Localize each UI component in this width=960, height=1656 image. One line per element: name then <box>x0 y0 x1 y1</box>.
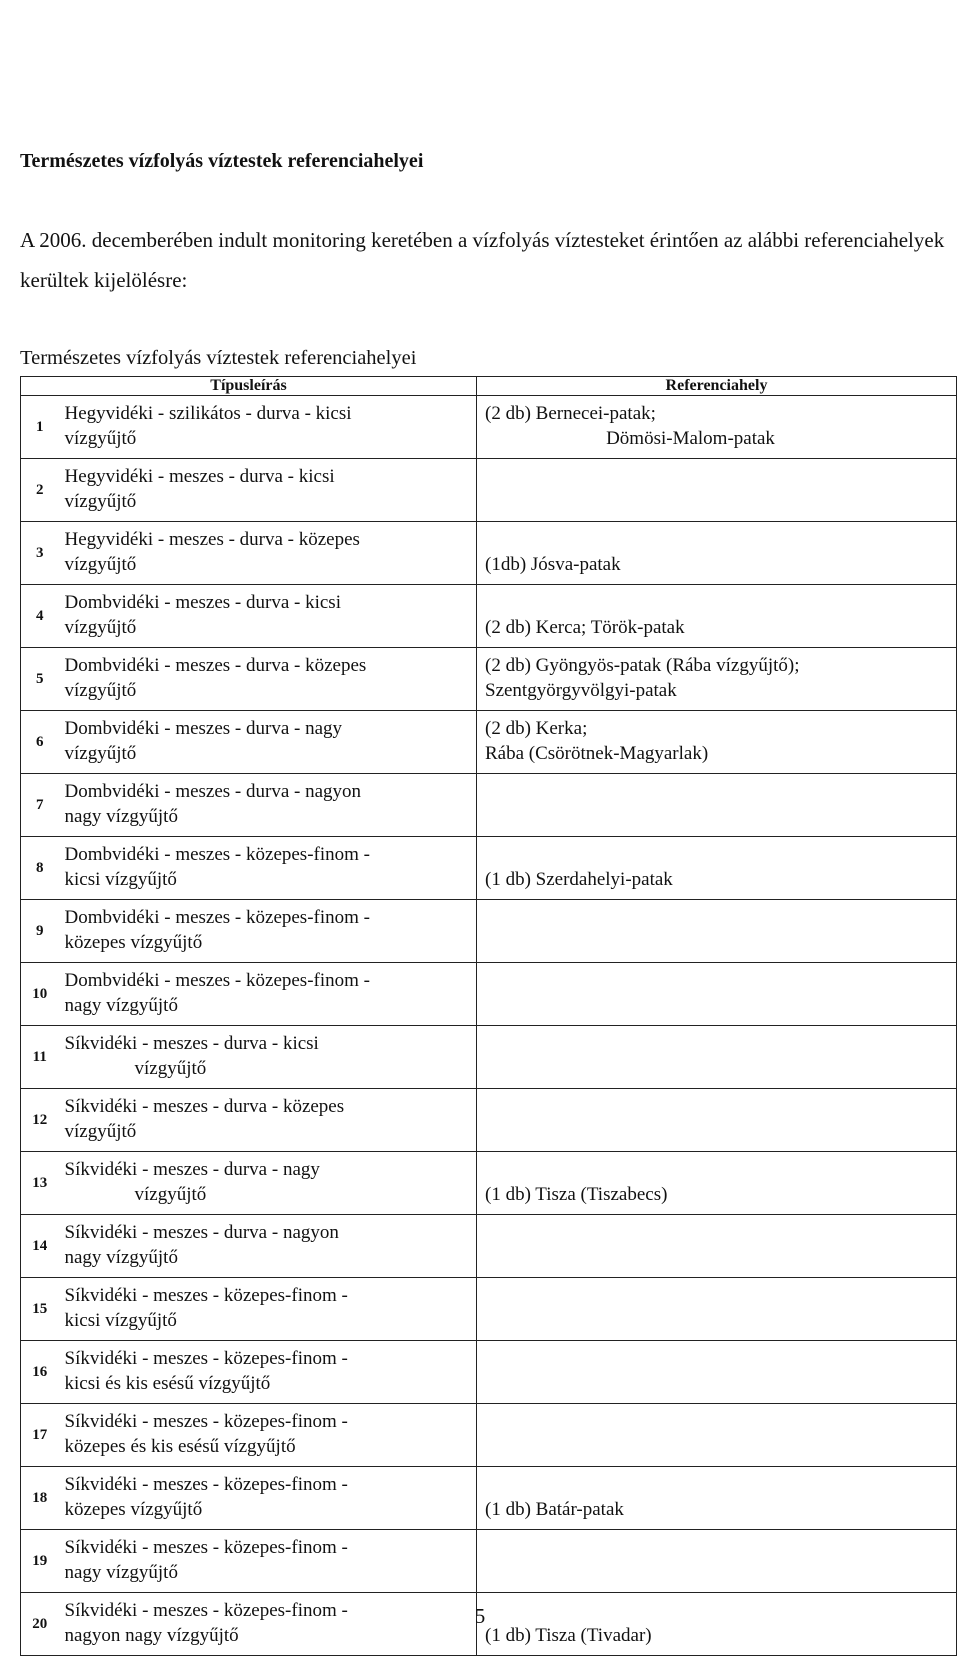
type-description-line-2: vízgyűjtő <box>64 617 137 638</box>
reference-site-line-1 <box>485 1220 956 1245</box>
type-description-line-1: Dombvidéki - meszes - közepes-finom - <box>64 970 370 991</box>
row-number: 5 <box>21 648 59 711</box>
row-number: 14 <box>21 1215 59 1278</box>
type-description-line-2: kicsi vízgyűjtő <box>64 869 177 890</box>
reference-site-line-2 <box>485 1434 956 1459</box>
row-number: 6 <box>21 711 59 774</box>
reference-site-line-2 <box>485 1056 956 1081</box>
reference-site-cell <box>477 963 957 1026</box>
type-description-line-1: Síkvidéki - meszes - közepes-finom - <box>64 1537 348 1558</box>
reference-site-line-2 <box>485 804 956 829</box>
type-description-line-1: Síkvidéki - meszes - közepes-finom - <box>64 1600 348 1621</box>
row-number: 12 <box>21 1089 59 1152</box>
type-description-line-1: Dombvidéki - meszes - durva - közepes <box>64 655 367 676</box>
type-description-cell <box>59 1530 477 1593</box>
type-description-line-1: Síkvidéki - meszes - durva - nagy <box>64 1159 320 1180</box>
type-description-cell <box>59 396 477 459</box>
reference-site-line-2 <box>485 489 956 514</box>
reference-site-cell <box>477 459 957 522</box>
row-number: 15 <box>21 1278 59 1341</box>
type-description-line-2: vízgyűjtő <box>64 1121 137 1142</box>
reference-site-cell <box>477 1026 957 1089</box>
reference-site-line-2 <box>485 930 956 955</box>
type-description-cell <box>59 963 477 1026</box>
type-description-line-1: Dombvidéki - meszes - közepes-finom - <box>64 907 370 928</box>
table-header-row <box>21 377 957 396</box>
reference-site-cell <box>477 711 957 774</box>
type-description-line-2: kicsi vízgyűjtő <box>64 1310 177 1331</box>
reference-site-line-2 <box>485 1560 956 1585</box>
type-description-line-1: Síkvidéki - meszes - közepes-finom - <box>64 1411 348 1432</box>
type-description-line-1: Hegyvidéki - meszes - durva - közepes <box>64 529 360 550</box>
reference-site-cell <box>477 837 957 900</box>
reference-site-line-1 <box>485 1283 956 1308</box>
type-description-line-2: vízgyűjtő <box>64 554 137 575</box>
reference-site-line-1 <box>485 1031 956 1056</box>
type-description-line-2: kicsi és kis esésű vízgyűjtő <box>64 1373 271 1394</box>
type-description-cell <box>59 1404 477 1467</box>
type-description-line-1: Síkvidéki - meszes - durva - közepes <box>64 1096 345 1117</box>
row-number: 3 <box>21 522 59 585</box>
type-description-line-1: Dombvidéki - meszes - durva - nagy <box>64 718 343 739</box>
row-number: 19 <box>21 1530 59 1593</box>
reference-site-cell <box>477 1152 957 1215</box>
reference-site-line-1 <box>485 1346 956 1371</box>
type-description-cell <box>59 585 477 648</box>
type-description-line-2: nagy vízgyűjtő <box>64 1247 178 1268</box>
reference-site-line-1: (2 db) Gyöngyös-patak (Rába vízgyűjtő); <box>485 655 800 676</box>
row-number: 13 <box>21 1152 59 1215</box>
reference-site-line-1 <box>485 1157 956 1182</box>
type-description-cell <box>59 1341 477 1404</box>
type-description-line-2: vízgyűjtő <box>64 743 137 764</box>
table-row <box>21 585 957 648</box>
intro-paragraph: A 2006. decemberében indult monitoring keretében a vízfolyás víztesteket érintően az alábbi referenciahelyek kerültek kijelölésre: <box>20 228 945 292</box>
table-row <box>21 1467 957 1530</box>
type-description-line-1: Síkvidéki - meszes - közepes-finom - <box>64 1348 348 1369</box>
type-description-line-1: Síkvidéki - meszes - durva - nagyon <box>64 1222 339 1243</box>
type-description-line-2: nagy vízgyűjtő <box>64 806 178 827</box>
row-number: 2 <box>21 459 59 522</box>
reference-site-line-2: (1 db) Batár-patak <box>485 1499 624 1520</box>
row-number: 11 <box>21 1026 59 1089</box>
page-number: 5 <box>474 1604 486 1628</box>
reference-site-cell <box>477 1404 957 1467</box>
type-description-cell <box>59 459 477 522</box>
type-description-line-2: közepes és kis esésű vízgyűjtő <box>64 1436 296 1457</box>
type-description-line-1: Hegyvidéki - szilikátos - durva - kicsi <box>64 403 352 424</box>
reference-site-cell <box>477 396 957 459</box>
reference-site-cell <box>477 1341 957 1404</box>
type-description-line-2: vízgyűjtő <box>134 1058 207 1079</box>
table-row <box>21 1404 957 1467</box>
reference-site-line-2: (1 db) Szerdahelyi-patak <box>485 869 673 890</box>
type-description-line-1: Dombvidéki - meszes - durva - nagyon <box>64 781 362 802</box>
type-description-line-2: vízgyűjtő <box>134 1184 207 1205</box>
reference-site-cell <box>477 585 957 648</box>
type-description-line-1: Dombvidéki - meszes - közepes-finom - <box>64 844 370 865</box>
reference-site-line-1: (2 db) Bernecei-patak; <box>485 403 656 424</box>
type-description-cell <box>59 648 477 711</box>
type-description-line-2: közepes vízgyűjtő <box>64 932 203 953</box>
table-row <box>21 900 957 963</box>
reference-site-line-1 <box>485 1535 956 1560</box>
type-description-line-1: Dombvidéki - meszes - durva - kicsi <box>64 592 341 613</box>
reference-column-header: Referenciahely <box>477 377 957 396</box>
reference-site-line-2 <box>485 1371 956 1396</box>
reference-site-line-1: (2 db) Kerka; <box>485 718 588 739</box>
reference-site-line-1 <box>485 1409 956 1434</box>
table-row <box>21 648 957 711</box>
table-row <box>21 1026 957 1089</box>
type-description-line-1: Síkvidéki - meszes - közepes-finom - <box>64 1285 348 1306</box>
reference-site-line-2 <box>485 1119 956 1144</box>
reference-site-line-1 <box>485 464 956 489</box>
reference-site-line-2: Dömösi-Malom-patak <box>606 428 775 449</box>
type-description-cell <box>59 711 477 774</box>
reference-site-cell <box>477 1089 957 1152</box>
type-description-cell <box>59 1215 477 1278</box>
reference-site-cell <box>477 648 957 711</box>
type-description-cell <box>59 522 477 585</box>
type-description-line-1: Síkvidéki - meszes - durva - kicsi <box>64 1033 319 1054</box>
type-description-line-1: Síkvidéki - meszes - közepes-finom - <box>64 1474 348 1495</box>
reference-site-line-2: (1db) Jósva-patak <box>485 554 621 575</box>
reference-site-cell <box>477 522 957 585</box>
reference-site-cell <box>477 1278 957 1341</box>
type-description-line-2: nagyon nagy vízgyűjtő <box>64 1625 239 1646</box>
table-row <box>21 1215 957 1278</box>
row-number: 10 <box>21 963 59 1026</box>
type-description-line-2: nagy vízgyűjtő <box>64 995 178 1016</box>
reference-site-line-2 <box>485 993 956 1018</box>
table-row <box>21 963 957 1026</box>
reference-site-line-1 <box>485 590 956 615</box>
reference-site-line-2: (1 db) Tisza (Tivadar) <box>485 1625 652 1646</box>
table-body <box>21 396 957 1656</box>
table-row <box>21 1152 957 1215</box>
table-row <box>21 837 957 900</box>
reference-site-cell <box>477 900 957 963</box>
reference-site-line-1 <box>485 905 956 930</box>
type-description-line-2: vízgyűjtő <box>64 491 137 512</box>
type-description-cell <box>59 1026 477 1089</box>
type-description-cell <box>59 1467 477 1530</box>
row-number: 9 <box>21 900 59 963</box>
table-row <box>21 1341 957 1404</box>
reference-site-line-2 <box>485 1308 956 1333</box>
type-description-cell <box>59 900 477 963</box>
reference-site-line-1 <box>485 968 956 993</box>
type-description-cell <box>59 1278 477 1341</box>
type-column-header: Típusleírás <box>21 377 477 396</box>
row-number: 8 <box>21 837 59 900</box>
row-number: 17 <box>21 1404 59 1467</box>
type-description-line-2: nagy vízgyűjtő <box>64 1562 178 1583</box>
reference-site-line-1 <box>485 779 956 804</box>
type-description-line-2: vízgyűjtő <box>64 680 137 701</box>
table-row <box>21 522 957 585</box>
reference-site-line-2 <box>485 1245 956 1270</box>
row-number: 20 <box>21 1593 59 1656</box>
reference-site-line-1 <box>485 1472 956 1497</box>
reference-site-line-2: (1 db) Tisza (Tiszabecs) <box>485 1184 668 1205</box>
type-description-line-2: közepes vízgyűjtő <box>64 1499 203 1520</box>
type-description-line-2: vízgyűjtő <box>64 428 137 449</box>
reference-site-line-2: Szentgyörgyvölgyi-patak <box>485 680 677 701</box>
reference-sites-table <box>20 376 957 1656</box>
table-row <box>21 1278 957 1341</box>
reference-site-line-1 <box>485 842 956 867</box>
table-row <box>21 711 957 774</box>
table-row <box>21 1530 957 1593</box>
row-number: 4 <box>21 585 59 648</box>
type-description-cell <box>59 837 477 900</box>
type-description-cell <box>59 1089 477 1152</box>
reference-site-cell <box>477 1530 957 1593</box>
row-number: 16 <box>21 1341 59 1404</box>
table-row <box>21 774 957 837</box>
row-number: 1 <box>21 396 59 459</box>
reference-site-cell <box>477 1467 957 1530</box>
reference-site-cell <box>477 1215 957 1278</box>
table-caption: Természetes vízfolyás víztestek referenciahelyei <box>20 347 417 369</box>
reference-site-cell <box>477 774 957 837</box>
type-description-cell <box>59 774 477 837</box>
reference-site-line-1 <box>485 527 956 552</box>
table-row <box>21 396 957 459</box>
table-row <box>21 459 957 522</box>
row-number: 7 <box>21 774 59 837</box>
table-row <box>21 1089 957 1152</box>
reference-site-line-2: Rába (Csörötnek-Magyarlak) <box>485 743 709 764</box>
reference-site-line-2: (2 db) Kerca; Török-patak <box>485 617 685 638</box>
document-heading: Természetes vízfolyás víztestek referenciahelyei <box>20 150 424 172</box>
row-number: 18 <box>21 1467 59 1530</box>
type-description-cell <box>59 1152 477 1215</box>
reference-site-line-1 <box>485 1094 956 1119</box>
type-description-line-1: Hegyvidéki - meszes - durva - kicsi <box>64 466 335 487</box>
